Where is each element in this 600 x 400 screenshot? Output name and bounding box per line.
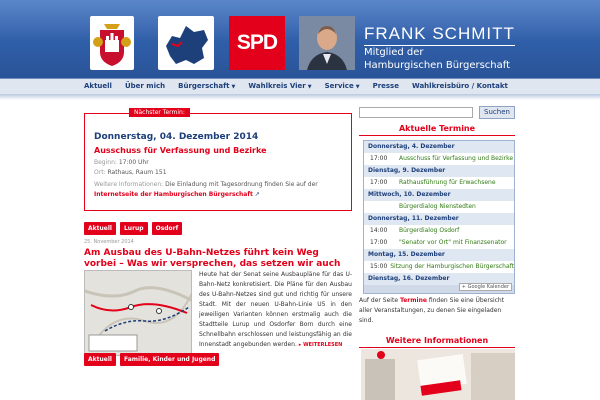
nav-item-wahlkreis-vier[interactable] — [248, 79, 311, 95]
termine-note — [359, 296, 515, 326]
cal-day: Donnerstag, 4. Dezember — [364, 141, 514, 153]
google-calendar-widget — [363, 140, 515, 294]
nav-label: Wahlkreis Vier — [248, 82, 306, 90]
next-event-info — [94, 180, 344, 200]
nav-label: Aktuell — [84, 82, 112, 90]
begin-label: Beginn: — [94, 159, 117, 166]
google-calendar-label: Google Kalender — [467, 284, 509, 290]
place-label: Ort: — [94, 169, 106, 176]
post-excerpt — [199, 270, 352, 350]
post-excerpt-text: Heute hat der Senat seine Ausbaupläne für das U-Bahn-Netz konkretisiert. Die Pläne für den Ausbau des U-Bahn-Netzes sind gut und richtig für unsere Stadt. Mit der neuen U-Bahn-Linie U5 in den jeweiligen Varianten können erstmalig auch die Stadtteile Lurup und Osdorfer Born durch eine Schnellbahn erschlossen und leistungsfähig an die Innenstadt angebunden werden. — [199, 271, 352, 348]
post-title[interactable]: Am Ausbau des U-Bahn-Netzes führt kein Weg vorbei – Was wir versprechen, das setzen wir auch — [84, 248, 341, 269]
nav-shadow — [0, 94, 600, 100]
tag-aktuell[interactable]: Aktuell — [84, 353, 116, 366]
caret-down-icon: ▼ — [231, 84, 236, 90]
nav-label: Presse — [372, 82, 399, 90]
site-branding[interactable] — [364, 24, 515, 72]
cal-event-time: 17:00 — [370, 239, 388, 246]
nav-item-buergerschaft[interactable] — [178, 79, 235, 95]
nav-label: Bürgerschaft — [178, 82, 230, 90]
site-subtitle-2: Hamburgischen Bürgerschaft — [364, 60, 511, 71]
begin-value: 17:00 Uhr — [118, 159, 149, 166]
divider — [359, 135, 515, 136]
nav-label: Service — [324, 82, 354, 90]
caret-down-icon: ▼ — [355, 84, 360, 90]
cal-day: Montag, 15. Dezember — [364, 249, 514, 261]
next-event-badge: Nächster Termin: — [129, 108, 190, 117]
next-event-title[interactable]: Ausschuss für Verfassung und Bezirke — [94, 146, 267, 155]
site-subtitle-1: Mitglied der — [364, 47, 424, 58]
nav-item-aktuell[interactable] — [84, 79, 112, 95]
post-date: 25. November 2014 — [84, 239, 134, 245]
cal-event[interactable] — [364, 153, 514, 165]
hamburg-crest-icon — [90, 16, 134, 70]
cal-day: Dienstag, 9. Dezember — [364, 165, 514, 177]
place-value: Rathaus, Raum 151 — [107, 169, 167, 176]
cal-event[interactable] — [364, 261, 514, 273]
info-photo[interactable] — [361, 349, 515, 400]
cal-event-name: Sitzung der Hamburgischen Bürgerschaft — [390, 263, 514, 270]
site-header — [0, 0, 600, 78]
nav-item-ueber-mich[interactable] — [125, 79, 165, 95]
cal-event-time: 17:00 — [370, 155, 388, 162]
read-more-link[interactable]: ▸ WEITERLESEN — [298, 342, 343, 348]
district-map-icon — [158, 16, 214, 70]
tag-familie[interactable]: Familie, Kinder und Jugend — [120, 353, 219, 366]
cal-event-time: 15:00 — [370, 263, 388, 270]
main-navigation — [0, 78, 600, 94]
read-more-label: WEITERLESEN — [303, 342, 343, 348]
next-event-begin — [94, 159, 149, 166]
portrait-photo — [299, 16, 355, 70]
cal-event[interactable] — [364, 237, 514, 249]
cal-day: Dienstag, 16. Dezember — [364, 273, 514, 285]
caret-down-icon: ▼ — [307, 84, 312, 90]
info-link[interactable]: Internetseite der Hamburgischen Bürgerschaft — [94, 191, 253, 198]
nav-item-service[interactable] — [325, 79, 360, 95]
cal-event-name: "Senator vor Ort" mit Finanzsenator — [399, 239, 507, 246]
cal-event-time: 17:00 — [370, 179, 388, 186]
note-text-after: finden Sie eine Übersicht aller Veranstaltungen, zu denen Sie eingeladen sind. — [359, 297, 505, 324]
nav-label: Über mich — [124, 82, 166, 90]
post-thumbnail-map[interactable] — [84, 270, 192, 356]
google-calendar-button[interactable]: + Google Kalender — [459, 283, 512, 291]
site-name: FRANK SCHMITT — [364, 24, 515, 46]
search-input[interactable] — [359, 107, 473, 118]
info-text: Die Einladung mit Tagesordnung finden Sie auf der — [165, 181, 318, 188]
tag-aktuell[interactable]: Aktuell — [84, 222, 116, 235]
termine-title: Aktuelle Termine — [398, 124, 476, 133]
divider — [359, 347, 515, 348]
info-title: Weitere Informationen — [385, 336, 489, 345]
cal-event[interactable] — [364, 201, 514, 213]
cal-event[interactable] — [364, 177, 514, 189]
next-event-place — [94, 169, 167, 176]
cal-event-name: Ausschuss für Verfassung und Bezirke — [399, 155, 514, 162]
cal-event-name: Bürgerdialog Nienstedten — [399, 203, 476, 210]
spd-logo[interactable]: SPD — [229, 16, 285, 70]
nav-item-presse[interactable] — [373, 79, 399, 95]
cal-event-name: Bürgerdialog Osdorf — [399, 227, 460, 234]
cal-event-name: Rathausführung für Erwachsene — [399, 179, 496, 186]
cal-event-time: 14:00 — [370, 227, 388, 234]
cal-day: Donnerstag, 11. Dezember — [364, 213, 514, 225]
tag-osdorf[interactable]: Osdorf — [152, 222, 183, 235]
external-link-icon: ↗ — [254, 191, 260, 198]
search-button[interactable]: Suchen — [479, 106, 515, 119]
post1-tags — [84, 222, 182, 235]
tag-lurup[interactable]: Lurup — [120, 222, 148, 235]
next-event-date: Donnerstag, 04. Dezember 2014 — [94, 132, 259, 142]
nav-label: Wahlkreisbüro / Kontakt — [411, 82, 508, 90]
post2-tags — [84, 353, 219, 366]
note-text-before: Auf der Seite — [359, 297, 399, 304]
cal-event-time — [370, 201, 399, 213]
termine-link[interactable]: Termine — [399, 297, 427, 304]
info-label: Weitere Informationen: — [94, 181, 164, 188]
cal-day: Mittwoch, 10. Dezember — [364, 189, 514, 201]
nav-item-kontakt[interactable] — [412, 79, 508, 95]
cal-event[interactable] — [364, 225, 514, 237]
next-event-box — [84, 109, 352, 211]
